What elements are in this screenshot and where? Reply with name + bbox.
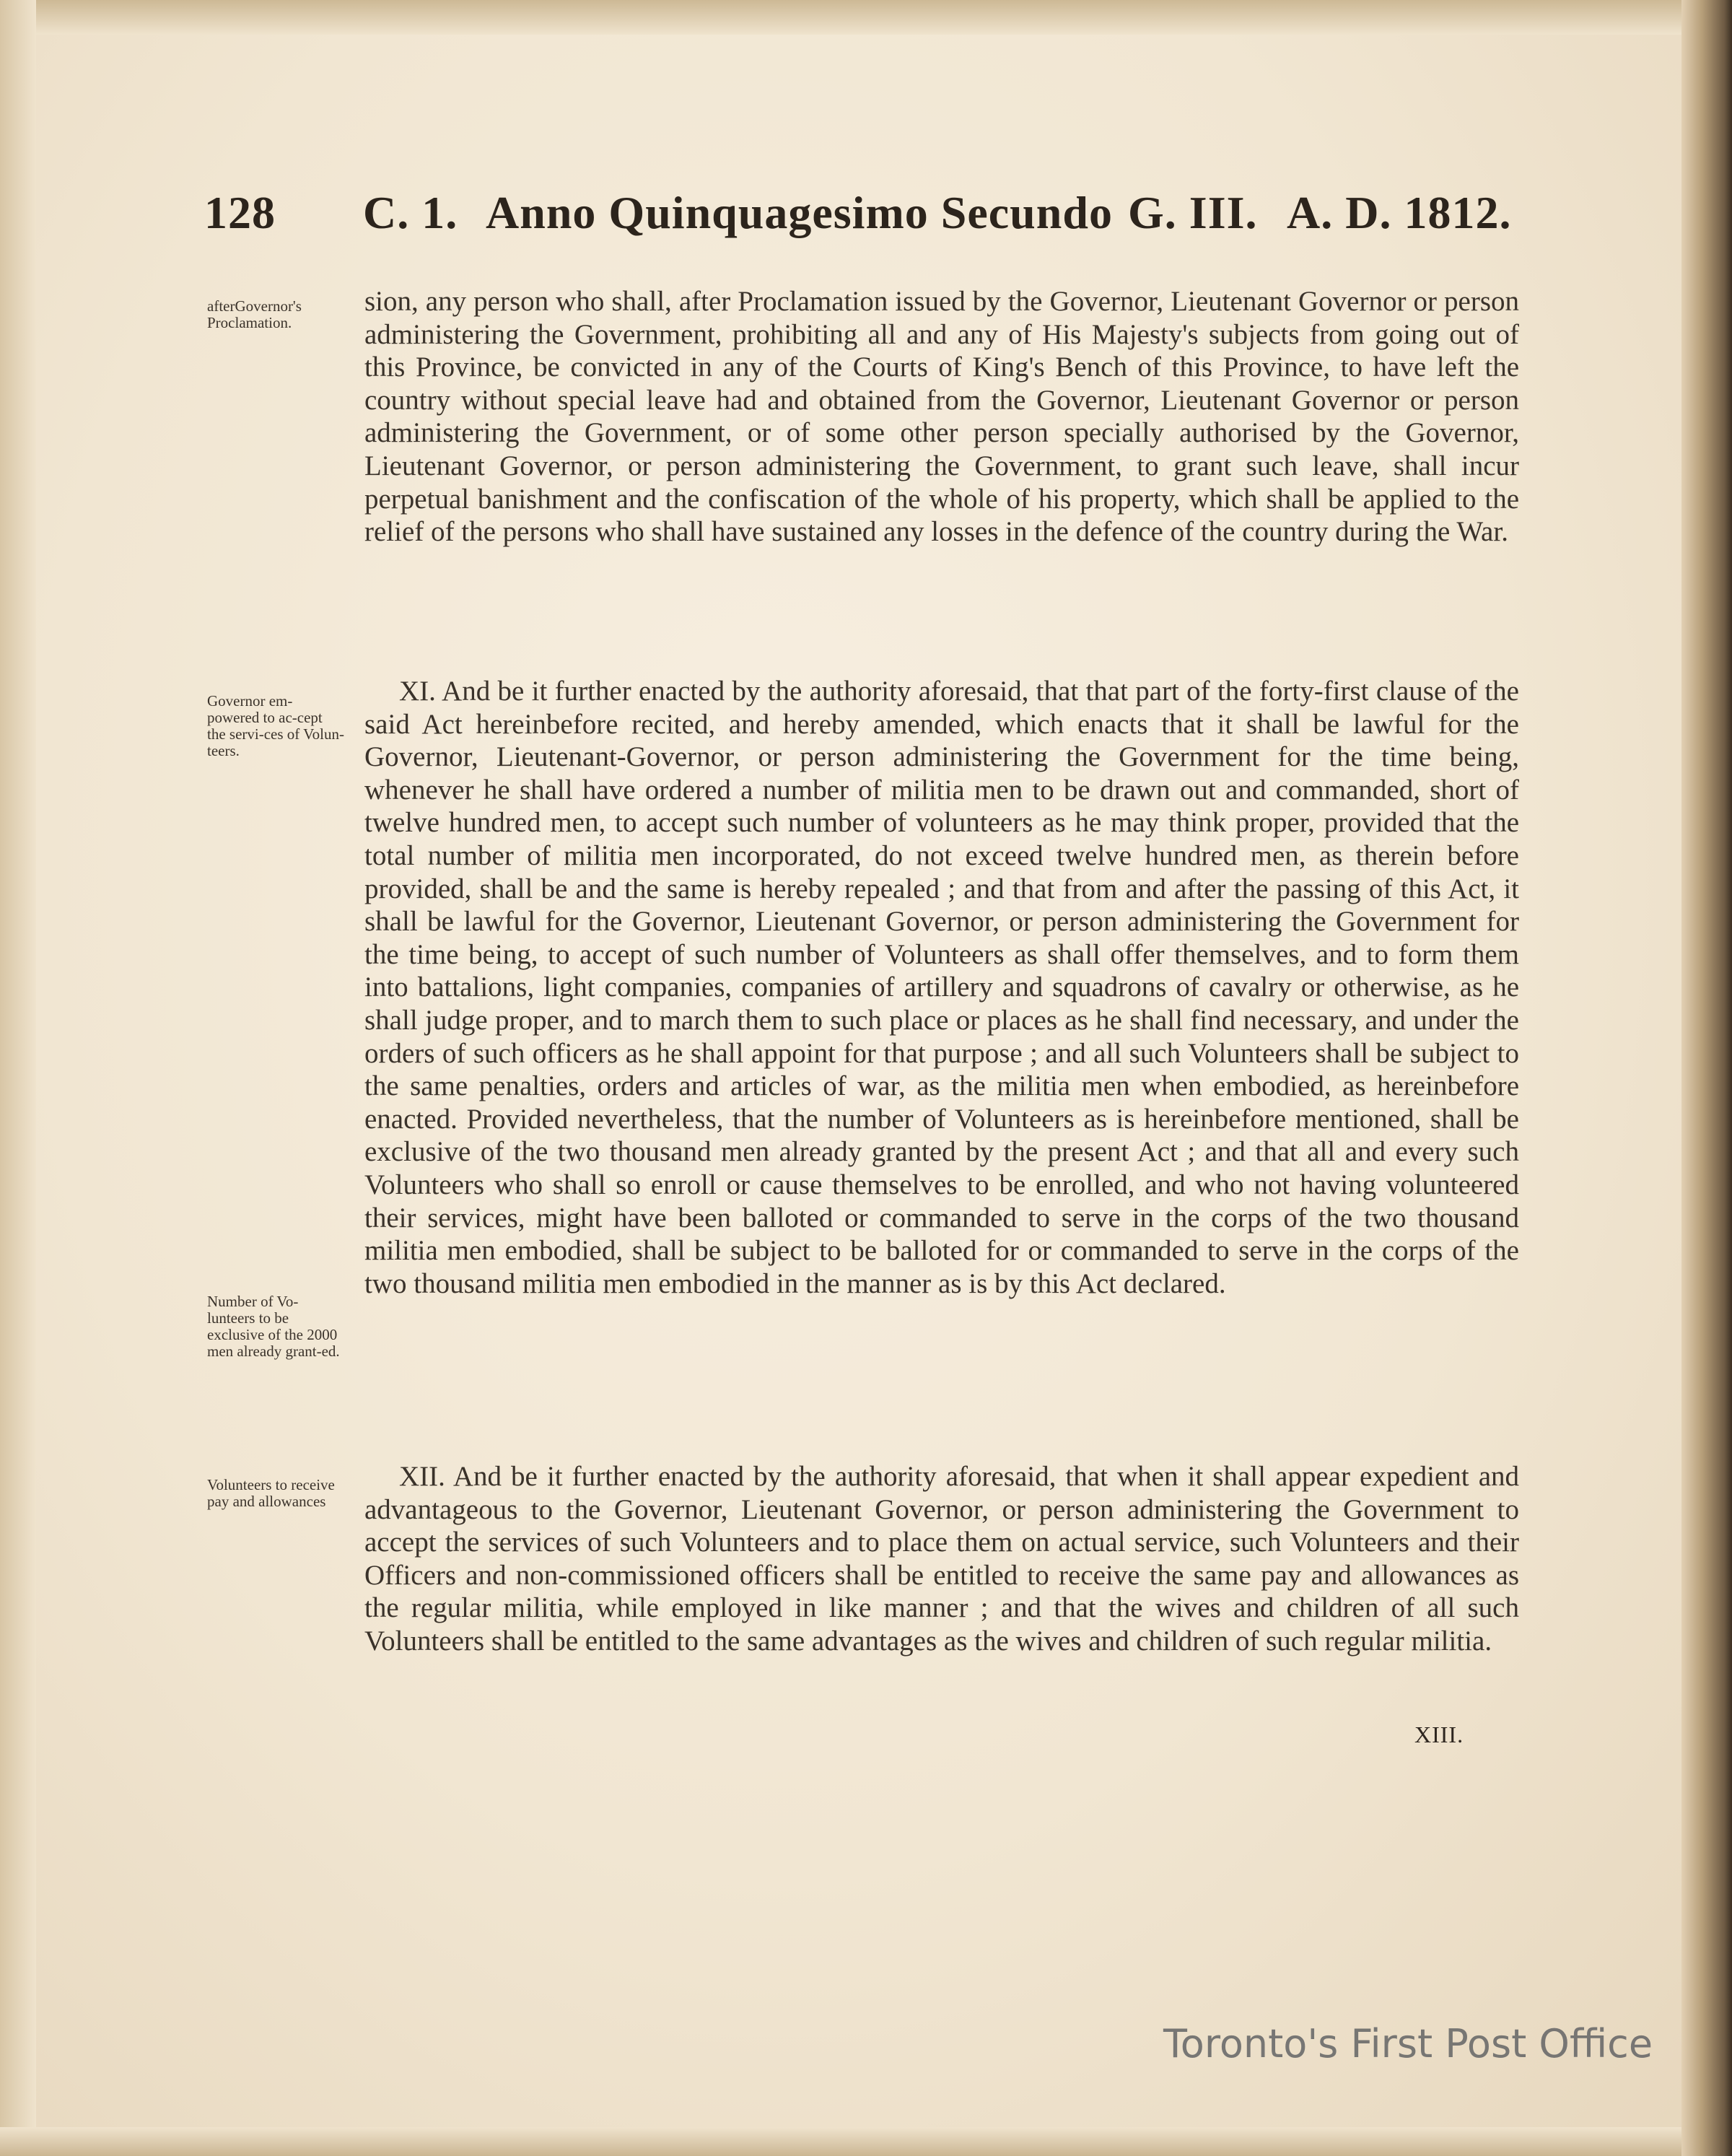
page-left-edge [0, 0, 36, 2156]
paragraph-text: XI. And be it further enacted by the authority aforesaid, that that part of the forty-first clause of the said Act hereinbefore recited, and hereby amended, which enacts that it shall be lawful for the Governor, Lieutenant-Governor, or person administering the Government for the time being, whenever he shall have ordered a number of militia men to be drawn out and commanded, short of twelve hundred men, to accept such number of volunteers as he may think proper, provided that the total number of militia men incorporated, do not exceed twelve hundred men, as therein before provided, shall be and the same is hereby repealed ; and that from and after the passing of this Act, it shall be lawful for the Governor, Lieutenant Governor, or person administering the Government for the time being, to accept of such number of Volunteers as shall offer themselves, and to form them into battalions, light companies, companies of artillery and squadrons of cavalry or otherwise, as he shall judge proper, and to march them to such place or places as he shall find necessary, and under the orders of such officers as he shall appoint for that purpose ; and all such Volunteers shall be subject to the same penalties, orders and articles of war, as the militia men when embodied, as hereinbefore enacted. Provided nevertheless, that the number of Volunteers as is hereinbefore mentioned, shall be exclusive of the two thousand men already granted by the present Act ; and that all and every such Volunteers who shall so enroll or cause themselves to be enrolled, and who not having volunteered their services, might have been balloted or commanded to serve in the corps of the two thousand militia men embodied, shall be subject to be balloted for or commanded to serve in the corps of the two thousand militia men embodied in the manner as is by this Act declared. [364, 676, 1519, 1299]
watermark: Toronto's First Post Office [1163, 2021, 1653, 2066]
page-top-edge [0, 0, 1732, 35]
sidenote-number-of-volunteers: Number of Vo-lunteers to be exclusive of the 2000 men already grant-ed. [207, 1293, 340, 1360]
paragraph-text: XII. And be it further enacted by the authority aforesaid, that when it shall appear expedient and advantageous to the Governor, Lieutenant Governor, or person administering the Government to accept the services of such Volunteers and to place them on actual service, such Volunteers and their Officers and non-commissioned officers shall be entitled to receive the same pay and allowances as the regular militia, while employed in like manner ; and that the wives and children of all such Volunteers shall be entitled to the same advantages as the wives and children of such regular militia. [364, 1461, 1519, 1657]
sidenote-governor-empowered: Governor em-powered to ac-cept the servi-ces of Volun-teers. [207, 692, 344, 759]
chapter-label: C. 1. [363, 187, 458, 238]
book-spine [1681, 0, 1732, 2156]
paragraph-text: sion, any person who shall, after Proclamation issued by the Governor, Lieutenant Governor or person administering the Government, prohibiting all and any of His Majesty's subjects from going out of this Province, be convicted in any of the Courts of King's Bench of this Province, to have left the country without special leave had and obtained from the Governor, Lieutenant Governor or person administering the Government, or of some other person specially authorised by the Governor, Lieutenant Governor, or person administering the Government, to grant such leave, shall incur perpetual banishment and the confiscation of the whole of his property, which shall be applied to the relief of the persons who shall have sustained any losses in the defence of the country during the War. [364, 286, 1519, 548]
page-bottom-edge [0, 2127, 1732, 2156]
sidenote-proclamation: afterGovernor's Proclamation. [207, 297, 302, 331]
paragraph-continuation [364, 285, 1519, 549]
section-xii [364, 1460, 1519, 1658]
regnal-year-title: Anno Quinquagesimo Secundo [486, 187, 1113, 238]
section-xi [364, 675, 1519, 1300]
page-number: 128 [204, 187, 276, 238]
year-label: A. D. 1812. [1287, 187, 1512, 238]
catchword: XIII. [1414, 1721, 1464, 1747]
reign-label: G. III. [1128, 187, 1258, 238]
running-header [204, 186, 1532, 251]
sidenote-pay-allowances: Volunteers to receive pay and allowances [207, 1476, 335, 1510]
